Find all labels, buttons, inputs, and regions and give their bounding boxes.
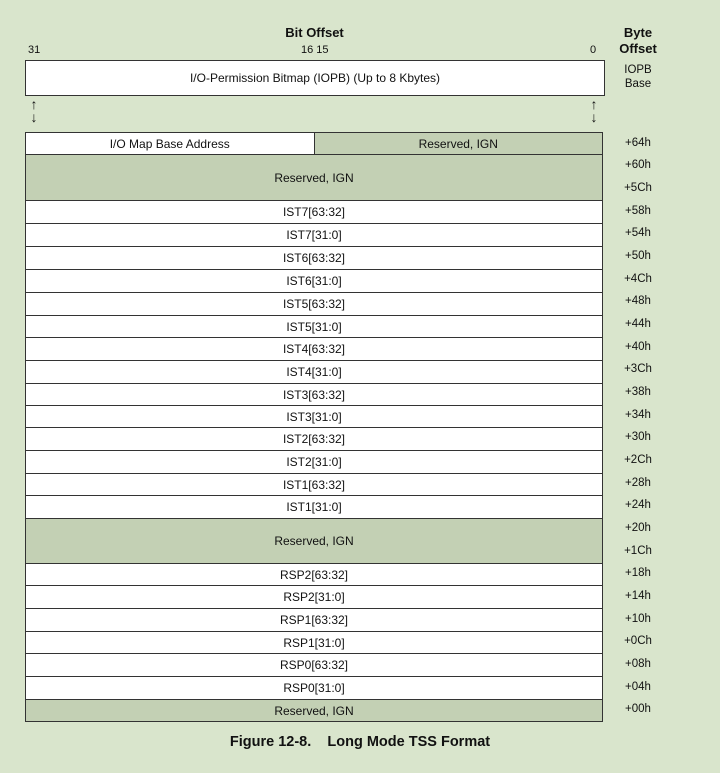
byte-offset-label: +58h: [625, 205, 651, 217]
byte-offset-heading: Byte Offset: [619, 25, 657, 56]
iopb-block: [25, 60, 605, 96]
byte-offset-label: +0Ch: [624, 635, 652, 647]
byte-offset-label: +20h: [625, 522, 651, 534]
bit-31-label: 31: [28, 44, 41, 56]
byte-offset-label: +3Ch: [624, 363, 652, 375]
byte-offset-label: +64h: [625, 137, 651, 149]
iopb-label: I/O-Permission Bitmap (IOPB) (Up to 8 Kbytes): [189, 71, 441, 85]
byte-offset-label: +1Ch: [624, 545, 652, 557]
byte-offset-label: +50h: [625, 250, 651, 262]
byte-offset-label: +54h: [625, 227, 651, 239]
up-down-arrow-icon-left: ↑ ↓: [30, 96, 38, 125]
byte-offset-label: +48h: [625, 295, 651, 307]
tss-row-ist3-low: IST3[31:0]: [25, 405, 603, 428]
byte-offset-label: +38h: [625, 386, 651, 398]
reserved-ign-field: Reserved, IGN: [315, 133, 603, 154]
tss-row-rsp0-low: RSP0[31:0]: [25, 676, 603, 700]
byte-offset-label: +5Ch: [624, 182, 652, 194]
bit-0-label: 0: [590, 44, 597, 56]
byte-offset-label: +08h: [625, 658, 651, 670]
tss-row-ist5-low: IST5[31:0]: [25, 315, 603, 338]
tss-row-rsp1-high: RSP1[63:32]: [25, 608, 603, 632]
io-map-base-row: [25, 132, 603, 155]
byte-offset-label: +00h: [625, 703, 651, 715]
byte-offset-label: +10h: [625, 613, 651, 625]
tss-row-ist6-high: IST6[63:32]: [25, 246, 603, 270]
tss-row-reserved: Reserved, IGN: [25, 699, 603, 722]
figure-caption: Figure 12-8. Long Mode TSS Format: [229, 734, 491, 750]
tss-row-ist7-low: IST7[31:0]: [25, 223, 603, 247]
iopb-base-offset: IOPB Base: [624, 64, 652, 90]
byte-offset-label: +04h: [625, 681, 651, 693]
tss-row-ist5-high: IST5[63:32]: [25, 292, 603, 316]
bit-offset-heading: Bit Offset: [285, 25, 344, 40]
byte-offset-label: +18h: [625, 567, 651, 579]
byte-offset-label: +2Ch: [624, 454, 652, 466]
tss-row-rsp2-low: RSP2[31:0]: [25, 585, 603, 609]
byte-offset-label: +4Ch: [624, 273, 652, 285]
tss-row-ist4-high: IST4[63:32]: [25, 337, 603, 361]
tss-row-ist6-low: IST6[31:0]: [25, 269, 603, 293]
tss-row-ist4-low: IST4[31:0]: [25, 360, 603, 384]
byte-offset-label: +24h: [625, 499, 651, 511]
tss-row-ist1-high: IST1[63:32]: [25, 473, 603, 496]
tss-row-ist3-high: IST3[63:32]: [25, 383, 603, 406]
tss-row-ist1-low: IST1[31:0]: [25, 495, 603, 519]
byte-offset-label: +14h: [625, 590, 651, 602]
byte-offset-label: +30h: [625, 431, 651, 443]
tss-row-reserved: Reserved, IGN: [25, 154, 603, 201]
tss-row-rsp0-high: RSP0[63:32]: [25, 653, 603, 677]
tss-row-rsp1-low: RSP1[31:0]: [25, 631, 603, 654]
tss-row-ist7-high: IST7[63:32]: [25, 200, 603, 224]
up-down-arrow-icon-right: ↑ ↓: [590, 96, 598, 125]
byte-offset-label: +44h: [625, 318, 651, 330]
tss-row-rsp2-high: RSP2[63:32]: [25, 563, 603, 586]
byte-offset-label: +28h: [625, 477, 651, 489]
tss-row-ist2-low: IST2[31:0]: [25, 450, 603, 474]
tss-row-reserved: Reserved, IGN: [25, 518, 603, 564]
byte-offset-label: +34h: [625, 409, 651, 421]
io-map-base-address-field: I/O Map Base Address: [26, 133, 315, 154]
tss-row-ist2-high: IST2[63:32]: [25, 427, 603, 451]
byte-offset-label: +60h: [625, 159, 651, 171]
byte-offset-label: +40h: [625, 341, 651, 353]
bit-16-15-label: 16 15: [301, 44, 329, 56]
